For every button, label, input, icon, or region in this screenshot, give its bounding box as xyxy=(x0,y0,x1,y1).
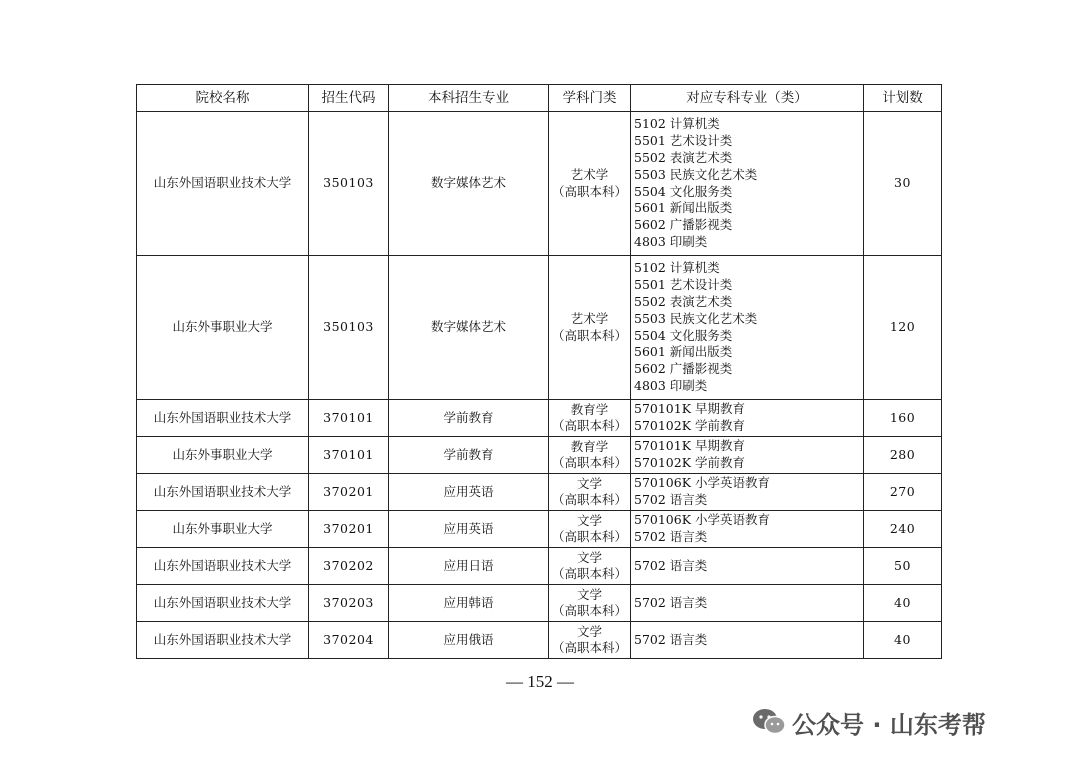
code-cell: 370201 xyxy=(309,474,389,511)
related-major: 5502 表演艺术类 xyxy=(634,149,733,165)
category-level: （高职本科） xyxy=(551,603,627,618)
header-major: 本科招生专业 xyxy=(389,85,549,112)
plan-cell: 160 xyxy=(864,400,942,437)
related-major: 4803 印刷类 xyxy=(634,233,708,249)
plan-cell: 50 xyxy=(864,548,942,585)
related-majors-cell xyxy=(631,112,864,256)
related-major: 5601 新闻出版类 xyxy=(634,200,733,216)
plan-cell: 40 xyxy=(864,622,942,659)
table-row xyxy=(137,474,942,511)
code-cell: 370201 xyxy=(309,511,389,548)
major-cell: 数字媒体艺术 xyxy=(389,256,549,400)
related-major: 5702 语言类 xyxy=(634,594,708,610)
major-cell: 数字媒体艺术 xyxy=(389,112,549,256)
major-cell: 应用俄语 xyxy=(389,622,549,659)
category-name: 文学 xyxy=(576,623,602,639)
major-cell: 应用英语 xyxy=(389,474,549,511)
category-name: 文学 xyxy=(576,512,602,528)
related-major: 5702 语言类 xyxy=(634,631,708,647)
table-row xyxy=(137,112,942,256)
category-level: （高职本科） xyxy=(551,327,627,343)
related-major: 5102 计算机类 xyxy=(634,116,720,132)
code-cell: 370202 xyxy=(309,548,389,585)
related-majors-cell xyxy=(631,256,864,400)
category-name: 文学 xyxy=(576,475,602,491)
category-level: （高职本科） xyxy=(551,183,627,199)
plan-cell: 280 xyxy=(864,437,942,474)
code-cell: 370101 xyxy=(309,437,389,474)
related-majors-cell xyxy=(631,474,864,511)
related-major: 5702 语言类 xyxy=(634,557,708,573)
category-name: 文学 xyxy=(576,586,602,602)
school-cell: 山东外国语职业技术大学 xyxy=(137,548,309,585)
school-cell: 山东外国语职业技术大学 xyxy=(137,112,309,256)
category-cell xyxy=(549,400,631,437)
plan-cell: 240 xyxy=(864,511,942,548)
related-major: 5504 文化服务类 xyxy=(634,327,733,343)
category-cell xyxy=(549,548,631,585)
category-cell xyxy=(549,474,631,511)
category-name: 文学 xyxy=(576,549,602,565)
header-related: 对应专科专业（类） xyxy=(631,85,864,112)
category-level: （高职本科） xyxy=(551,529,627,544)
table-row xyxy=(137,256,942,400)
category-cell xyxy=(549,256,631,400)
related-major: 570102K 学前教育 xyxy=(634,418,746,433)
major-cell: 应用日语 xyxy=(389,548,549,585)
category-level: （高职本科） xyxy=(551,566,627,581)
related-major: 4803 印刷类 xyxy=(634,377,708,393)
school-cell: 山东外国语职业技术大学 xyxy=(137,400,309,437)
header-code: 招生代码 xyxy=(309,85,389,112)
plan-cell: 40 xyxy=(864,585,942,622)
related-major: 570101K 早期教育 xyxy=(634,438,746,454)
related-major: 570102K 学前教育 xyxy=(634,455,746,470)
major-cell: 应用韩语 xyxy=(389,585,549,622)
school-cell: 山东外事职业大学 xyxy=(137,256,309,400)
related-major: 5503 民族文化艺术类 xyxy=(634,310,758,326)
table-row xyxy=(137,622,942,659)
category-cell xyxy=(549,622,631,659)
category-cell xyxy=(549,437,631,474)
related-major: 5702 语言类 xyxy=(634,529,708,544)
admission-plan-table xyxy=(136,84,942,659)
code-cell: 370204 xyxy=(309,622,389,659)
table-row xyxy=(137,585,942,622)
school-cell: 山东外事职业大学 xyxy=(137,437,309,474)
watermark-text: 公众号 · 山东考帮 xyxy=(792,710,986,739)
watermark xyxy=(752,702,986,742)
related-major: 5102 计算机类 xyxy=(634,260,720,276)
related-majors-cell xyxy=(631,548,864,585)
category-cell xyxy=(549,585,631,622)
header-school: 院校名称 xyxy=(137,85,309,112)
related-major: 5502 表演艺术类 xyxy=(634,293,733,309)
category-name: 艺术学 xyxy=(570,167,609,182)
code-cell: 350103 xyxy=(309,112,389,256)
school-cell: 山东外国语职业技术大学 xyxy=(137,585,309,622)
plan-cell: 30 xyxy=(864,112,942,256)
school-cell: 山东外事职业大学 xyxy=(137,511,309,548)
school-cell: 山东外国语职业技术大学 xyxy=(137,474,309,511)
related-major: 5602 广播影视类 xyxy=(634,217,733,233)
major-cell: 应用英语 xyxy=(389,511,549,548)
related-majors-cell xyxy=(631,511,864,548)
category-name: 教育学 xyxy=(570,401,609,417)
related-major: 570101K 早期教育 xyxy=(634,401,746,417)
related-major: 5702 语言类 xyxy=(634,492,708,507)
code-cell: 350103 xyxy=(309,256,389,400)
related-major: 5602 广播影视类 xyxy=(634,361,733,377)
related-major: 570106K 小学英语教育 xyxy=(634,475,771,491)
related-majors-cell xyxy=(631,437,864,474)
header-plan: 计划数 xyxy=(864,85,942,112)
page-number: — 152 — xyxy=(506,672,574,691)
related-major: 5501 艺术设计类 xyxy=(634,277,733,293)
table-row xyxy=(137,437,942,474)
category-level: （高职本科） xyxy=(551,492,627,507)
related-major: 570106K 小学英语教育 xyxy=(634,512,771,528)
header-category: 学科门类 xyxy=(549,85,631,112)
related-major: 5501 艺术设计类 xyxy=(634,133,733,149)
school-cell: 山东外国语职业技术大学 xyxy=(137,622,309,659)
category-level: （高职本科） xyxy=(551,455,627,470)
related-majors-cell xyxy=(631,622,864,659)
plan-cell: 120 xyxy=(864,256,942,400)
major-cell: 学前教育 xyxy=(389,400,549,437)
table-row xyxy=(137,511,942,548)
related-major: 5503 民族文化艺术类 xyxy=(634,166,758,182)
category-name: 教育学 xyxy=(570,438,609,454)
plan-cell: 270 xyxy=(864,474,942,511)
code-cell: 370101 xyxy=(309,400,389,437)
category-level: （高职本科） xyxy=(551,640,627,655)
related-majors-cell xyxy=(631,585,864,622)
wechat-icon xyxy=(752,708,786,736)
category-level: （高职本科） xyxy=(551,418,627,433)
related-major: 5601 新闻出版类 xyxy=(634,344,733,360)
table-row xyxy=(137,400,942,437)
category-name: 艺术学 xyxy=(570,311,609,326)
table-row xyxy=(137,548,942,585)
related-major: 5504 文化服务类 xyxy=(634,183,733,199)
category-cell xyxy=(549,511,631,548)
related-majors-cell xyxy=(631,400,864,437)
category-cell xyxy=(549,112,631,256)
major-cell: 学前教育 xyxy=(389,437,549,474)
table-header-row xyxy=(137,85,942,112)
code-cell: 370203 xyxy=(309,585,389,622)
